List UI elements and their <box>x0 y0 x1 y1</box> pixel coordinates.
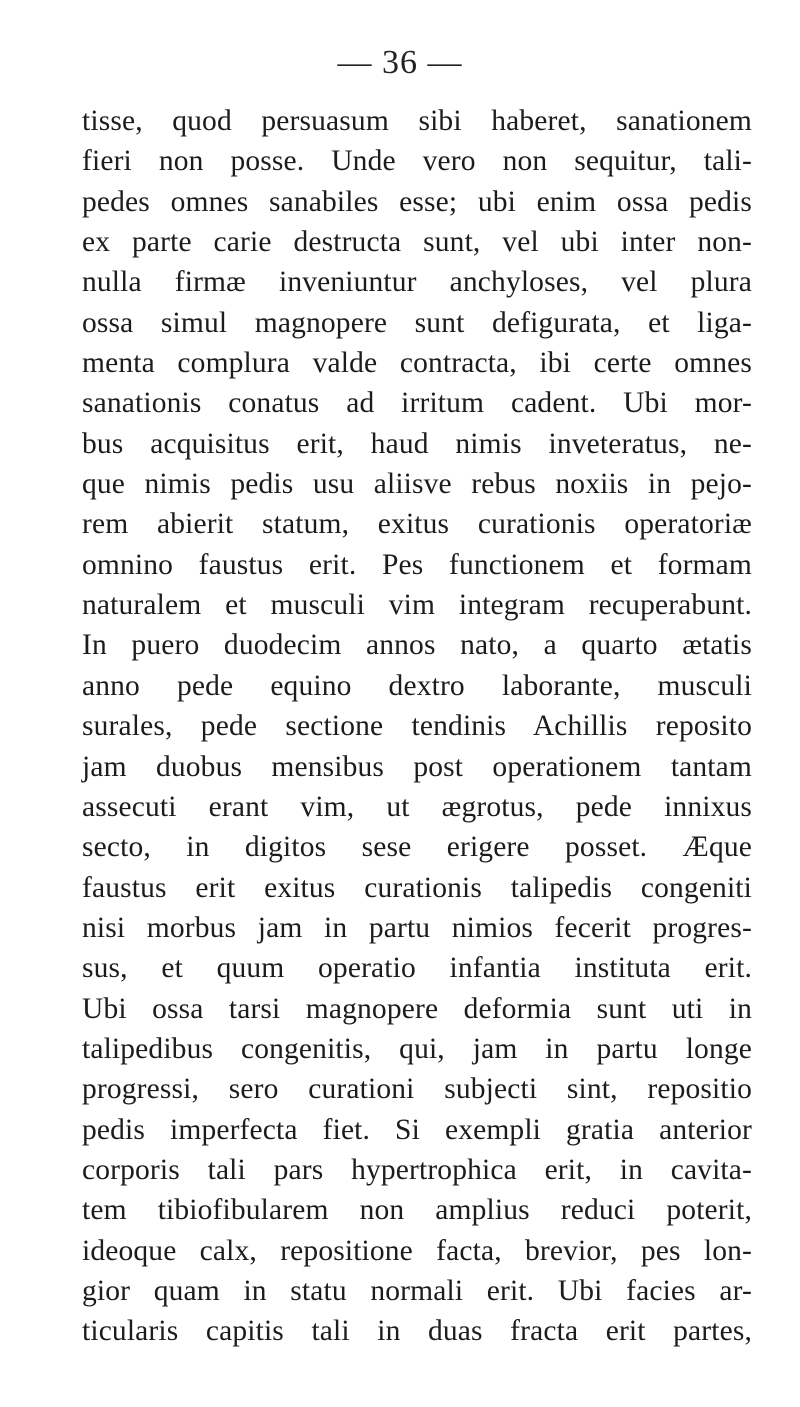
text-line: fieri non posse. Unde vero non sequitur, tali- <box>82 145 752 178</box>
text-line: gior quam in statu normali erit. Ubi facies ar- <box>82 1274 752 1307</box>
text-line: rem abierit statum, exitus curationis operatoriæ <box>82 508 752 541</box>
text-line: jam duobus mensibus post operationem tantam <box>82 750 752 783</box>
text-line: corporis tali pars hypertrophica erit, in cavita- <box>82 1153 752 1186</box>
text-line: surales, pede sectione tendinis Achillis reposito <box>82 710 752 743</box>
text-line: progressi, sero curationi subjecti sint, repositio <box>82 1073 752 1106</box>
text-line: sanationis conatus ad irritum cadent. Ubi mor- <box>82 387 752 420</box>
text-line: ossa simul magnopere sunt defigurata, et liga- <box>82 306 752 339</box>
text-line: ex parte carie destructa sunt, vel ubi inter non- <box>82 226 752 259</box>
text-line: pedes omnes sanabiles esse; ubi enim ossa pedis <box>82 185 752 218</box>
page-number: — 36 — <box>337 44 463 81</box>
text-line: pedis imperfecta fiet. Si exempli gratia anterior <box>82 1113 752 1146</box>
text-line: menta complura valde contracta, ibi certe omnes <box>82 347 752 380</box>
text-line: nisi morbus jam in partu nimios fecerit progres- <box>82 911 752 944</box>
text-line: sus, et quum operatio infantia instituta erit. <box>82 952 752 985</box>
text-line: omnino faustus erit. Pes functionem et formam <box>82 548 752 581</box>
text-line: talipedibus congenitis, qui, jam in partu longe <box>82 1032 752 1065</box>
text-line: ticularis capitis tali in duas fracta erit partes, <box>82 1315 752 1348</box>
text-line: nulla firmæ inveniuntur anchyloses, vel plura <box>82 266 752 299</box>
text-line: In puero duodecim annos nato, a quarto ætatis <box>82 629 752 662</box>
text-line: secto, in digitos sese erigere posset. Æque <box>82 831 752 864</box>
body-text <box>82 101 752 1352</box>
text-line: bus acquisitus erit, haud nimis inveteratus, ne- <box>82 427 752 460</box>
text-line: que nimis pedis usu aliisve rebus noxiis in pejo- <box>82 468 752 501</box>
text-line: ideoque calx, repositione facta, brevior, pes lon- <box>82 1234 752 1267</box>
text-line: assecuti erant vim, ut ægrotus, pede innixus <box>82 790 752 823</box>
text-line: tisse, quod persuasum sibi haberet, sanationem <box>82 105 752 137</box>
text-line: naturalem et musculi vim integram recuperabunt. <box>82 589 752 622</box>
text-line: anno pede equino dextro laborante, musculi <box>82 669 752 702</box>
text-line: tem tibiofibularem non amplius reduci poterit, <box>82 1194 752 1227</box>
text-line: Ubi ossa tarsi magnopere deformia sunt uti in <box>82 992 752 1025</box>
text-line: faustus erit exitus curationis talipedis congeniti <box>82 871 752 904</box>
